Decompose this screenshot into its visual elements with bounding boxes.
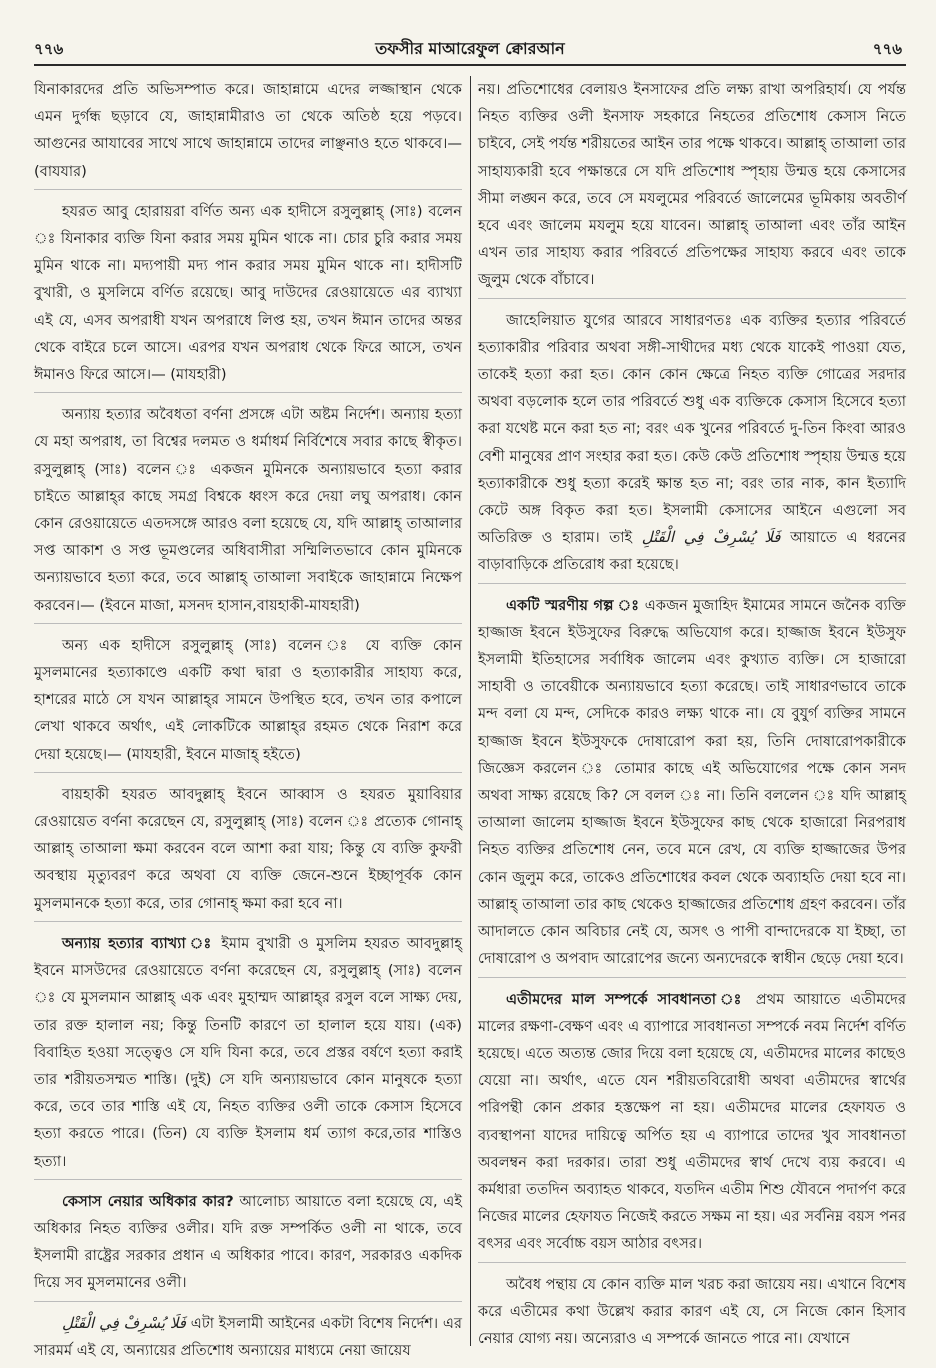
paragraph-text: অন্য এক হাদীসে রসুলুল্লাহ্ (সাঃ) বলেন ঃ যে ব্যক্তি কোন মুসলমানের হত্যাকাণ্ডে একটি কথা দ্বারা ও হত্যাকারীর সাহায্য করে, হাশরের মাঠে সে যখন আল্লাহ্‌র সামনে উপস্থিত হবে, তখন তার কপালে লেখা থাকবে অর্থাৎ, এই লোকটিকে আল্লাহ্‌র রহমত থেকে নিরাশ করে দেয়া হয়েছে।— (মাযহারী, ইবনে মাজাহ্ হইতে) xyxy=(34,636,462,763)
paragraph-text: অবৈধ পন্থায় যে কোন ব্যক্তি মাল খরচ করা জায়েয নয়। এখানে বিশেষ করে এতীমের কথা উল্লেখ করার কারণ এই যে, সে নিজে কোন হিসাব নেয়ার যোগ্য নয়। অন্যেরাও এ সম্পর্কে জানতে পারে না। যেখানে xyxy=(478,1275,906,1347)
paragraph xyxy=(34,1188,462,1302)
right-column xyxy=(478,76,906,1346)
paragraph-text: জাহেলিয়াত যুগের আরবে সাধারণতঃ এক ব্যক্তির হত্যার পরিবর্তে হত্যাকারীর পরিবার অথবা সঙ্গী-সাথীদের মধ্য থেকে যাকেই পাওয়া যেত, তাকেই হত্যা করা হত। কোন কোন ক্ষেত্রে নিহত ব্যক্তি গোত্রের সরদার অথবা বড়লোক হলে তার পরিবর্তে শুধু এক ব্যক্তিকে কেসাস হিসেবে হত্যা করা যথেষ্ট মনে করা হত না; বরং এক খুনের পরিবর্তে দু-তিন কিংবা আরও বেশী মানুষের প্রাণ সংহার করা হত। কেউ কেউ প্রতিশোধ স্পৃহায় উন্মত্ত হয়ে হত্যাকারীকে শুধু হত্যা করেই ক্ষান্ত হত না; বরং তার নাক, কান ইত্যাদি কেটে অঙ্গ বিকৃত করা হত। ইসলামী কেসাসের আইনে এগুলো সব অতিরিক্ত ও হারাম। তাই xyxy=(478,311,906,547)
paragraph-text: একজন মুজাহিদ ইমামের সামনে জনৈক ব্যক্তি হাজ্জাজ ইবনে ইউসুফের বিরুদ্ধে অভিযোগ করে। হাজ্জাজ ইবনে ইউসুফ ইসলামী ইতিহাসের সর্বাধিক জালেম এবং কুখ্যাত ব্যক্তি। সে হাজারো সাহাবী ও তাবেয়ীকে অন্যায়ভাবে হত্যা করেছে। তাই সাধারণভাবে তাকে মন্দ বলা যে মন্দ, সেদিকে কারও লক্ষ্য থাকে না। যে বুযুর্গ ব্যক্তির সামনে হাজ্জাজ ইবনে ইউসুফকে দোষারোপ করা হয়, তিনি দোষারোপকারীকে জিজ্ঞেস করলেন ঃ তোমার কাছে এই অভিযোগের পক্ষে কোন সনদ অথবা সাক্ষ্য রয়েছে কি? সে বলল ঃ না। তিনি বললেন ঃ যদি আল্লাহ্ তাআলা জালেম হাজ্জাজ ইবনে ইউসুফের কাছ থেকে হাজারো নিরপরাধ নিহত ব্যক্তির প্রতিশোধ নেন, তবে মনে রেখ, যে ব্যক্তি হাজ্জাজের উপর কোন জুলুম করে, তাকেও প্রতিশোধের কবল থেকে অব্যাহতি দেয়া হবে না। আল্লাহ্ তাআলা তার কাছ থেকেও হাজ্জাজের প্রতিশোধ গ্রহণ করবেন। তাঁর আদালতে কোন অবিচার নেই যে, অসৎ ও পাপী বান্দাদেরকে যা ইচ্ছা, তা দোষারোপ ও অপবাদ আরোপের জন্যে অন্যদেরকে স্বাধীন ছেড়ে দেয়া হবে। xyxy=(478,596,906,968)
paragraph xyxy=(34,930,462,1180)
text-columns xyxy=(34,76,907,1359)
paragraph xyxy=(34,632,462,773)
left-column xyxy=(34,76,463,1359)
section-heading: এতীমদের মাল সম্পর্কে সাবধানতা ঃ xyxy=(506,990,747,1008)
arabic-verse: فَلَا يُسْرِفْ فِي الْقَتْلِ xyxy=(62,1313,186,1332)
paragraph-text: নয়। প্রতিশোধের বেলায়ও ইনসাফের প্রতি লক্ষ্য রাখা অপরিহার্য। যে পর্যন্ত নিহত ব্যক্তির ওলী ইনসাফ সহকারে নিহতের প্রতিশোধ কেসাস নিতে চাইবে, সেই পর্যন্ত শরীয়তের আইন তার পক্ষে থাকবে। আল্লাহ্ তাআলা তার সাহায্যকারী হবে পক্ষান্তরে সে যদি প্রতিশোধ স্পৃহায় উন্মত্ত হয়ে কেসাসের সীমা লঙ্ঘন করে, তবে সে মযলুমের পরিবর্তে জালেমের ভূমিকায় অবতীর্ণ হবে এবং জালেম মযলুম হয়ে যাবেন। আল্লাহ্ তাআলা এবং তাঁর আইন এখন তার সাহায্য করার পরিবর্তে প্রতিপক্ষের সাহায্য করবে এবং তাকে জুলুম থেকে বাঁচাবে। xyxy=(478,81,906,289)
section-heading: একটি স্মরণীয় গল্প ঃ xyxy=(506,596,640,614)
paragraph-text: এটা ইসলামী আইনের একটা বিশেষ নির্দেশ। এর সারমর্ম এই যে, অন্যায়ের প্রতিশোধ অন্যায়ের মাধ্যমে নেয়া জায়েয xyxy=(34,1314,462,1359)
page-number-right: ৭৭৬ xyxy=(872,40,902,58)
arabic-verse: فَلَا يُسْرِفْ xyxy=(713,528,781,547)
section-heading: কেসাস নেয়ার অধিকার কার? xyxy=(62,1192,234,1210)
paragraph-text: আলোচ্য আয়াতে বলা হয়েছে যে, এই অধিকার নিহত ব্যক্তির ওলীর। যদি রক্ত সম্পর্কিত ওলী না থাকে, তবে ইসলামী রাষ্ট্রের সরকার প্রধান এ অধিকার পাবে। কারণ, সরকারও একদিক দিয়ে সব মুসলমানের ওলী। xyxy=(34,1192,463,1292)
paragraph-text: হযরত আবু হোরায়রা বর্ণিত অন্য এক হাদীসে রসুলুল্লাহ্ (সাঃ) বলেন ঃ যিনাকার ব্যক্তি যিনা করার সময় মুমিন থাকে না। চোর চুরি করার সময় মুমিন থাকে না। মদ্যপায়ী মদ্য পান করার সময় মুমিন থাকে না। হাদীসটি বুখারী, ও মুসলিমে বর্ণিত রয়েছে। আবু দাউদের রেওয়ায়েতে এর ব্যাখ্যা এই যে, এসব অপরাধী যখন অপরাধে লিপ্ত হয়, তখন ঈমান তাদের অন্তর থেকে বাইরে চলে আসে। এরপর যখন অপরাধ থেকে ফিরে আসে, তখন ঈমানও ফিরে আসে।— (মাযহারী) xyxy=(34,202,462,384)
paragraph xyxy=(34,781,462,922)
paragraph-text: অন্যায় হত্যার অবৈধতা বর্ণনা প্রসঙ্গে এটা অষ্টম নির্দেশ। অন্যায় হত্যা যে মহা অপরাধ, তা বিশ্বের দলমত ও ধর্মাধর্ম নির্বিশেষে সবার কাছে স্বীকৃত। রসুলুল্লাহ্ (সাঃ) বলেন ঃ একজন মুমিনকে অন্যায়ভাবে হত্যা করার চাইতে আল্লাহ্‌র কাছে সমগ্র বিশ্বকে ধ্বংস করে দেয়া লঘু অপরাধ। কোন কোন রেওয়ায়েতে এতদসঙ্গে আরও বলা হয়েছে যে, যদি আল্লাহ্ তাআলার সপ্ত আকাশ ও সপ্ত ভূমণ্ডলের অধিবাসীরা সম্মিলিতভাবে কোন মুমিনকে অন্যায়ভাবে হত্যা করে, তবে আল্লাহ্ তাআলা সবাইকে জাহান্নামে নিক্ষেপ করবেন।— (ইবনে মাজা, মসনদ হাসান,বায়হাকী-মাযহারী) xyxy=(34,406,462,614)
paragraph xyxy=(34,76,462,190)
paragraph xyxy=(34,401,462,624)
paragraph-text: প্রথম আয়াতে এতীমদের মালের রক্ষণা-বেক্ষণ এবং এ ব্যাপারে সাবধানতা সম্পর্কে নবম নির্দেশ বর্ণিত হয়েছে। এতে অত্যন্ত জোর দিয়ে বলা হয়েছে যে, এতীমদের মালের কাছেও যেয়ো না। অর্থাৎ, এতে যেন শরীয়তবিরোধী অথবা এতীমদের স্বার্থের পরিপন্থী কোন প্রকার হস্তক্ষেপ না হয়। এতীমদের মালের হেফাযত ও ব্যবস্থাপনা যাদের দায়িত্বে অর্পিত হয় এ ব্যাপারে তাদের খুব সাবধানতা অবলম্বন করা দরকার। তারা শুধু এতীমদের স্বার্থ দেখে ব্যয় করবে। এ কর্মধারা ততদিন অব্যাহত থাকবে, যতদিন এতীম শিশু যৌবনে পদার্পণ করে নিজের মালের হেফাযত নিজেই করতে সক্ষম না হয়। এর সর্বনিম্ন বয়স পনর বৎসর এবং সর্বোচ্চ বয়স আঠার বৎসর। xyxy=(478,990,906,1253)
paragraph-text: ইমাম বুখারী ও মুসলিম হযরত আবদুল্লাহ্ ইবনে মাসউদের রেওয়ায়েতে বর্ণনা করেছেন যে, রসুলুল্লাহ্ (সাঃ) বলেন ঃ যে মুসলমান আল্লাহ্ এক এবং মুহাম্মদ আল্লাহ্‌র রসুল বলে সাক্ষ্য দেয়, তার রক্ত হালাল নয়; কিন্তু তিনটি কারণে তা হালাল হয়ে যায়। (এক) বিবাহিত হওয়া সত্ত্বেও সে যদি যিনা করে, তবে প্রস্তর বর্ষণে হত্যা করাই তার শরীয়তসম্মত শাস্তি। (দুই) সে যদি অন্যায়ভাবে কোন মানুষকে হত্যা করে, তবে তার শাস্তি এই যে, নিহত ব্যক্তির ওলী তাকে কেসাস হিসেবে হত্যা করতে পারে। (তিন) যে ব্যক্তি ইসলাম ধর্ম ত্যাগ করে,তার শাস্তিও হত্যা। xyxy=(34,934,462,1170)
arabic-verse: فِي الْقَتْلِ xyxy=(641,528,704,547)
paragraph xyxy=(478,1271,906,1357)
paragraph xyxy=(478,307,906,584)
paragraph xyxy=(478,76,906,299)
paragraph xyxy=(34,198,462,393)
paragraph-text: যিনাকারদের প্রতি অভিসম্পাত করে। জাহান্নামে এদের লজ্জাস্থান থেকে এমন দুর্গন্ধ ছড়াবে যে, জাহান্নামীরাও তা থেকে অতিষ্ঠ হয়ে পড়বে। আগুনের আযাবের সাথে সাথে জাহান্নামে তাদের লাঞ্ছনাও হতে থাকবে।—(বাযযার) xyxy=(34,81,462,180)
page-header xyxy=(34,28,906,66)
paragraph-text: বায়হাকী হযরত আবদুল্লাহ্ ইবনে আব্বাস ও হযরত মুয়াবিয়ার রেওয়ায়েত বর্ণনা করেছেন যে, রসুলুল্লাহ্ (সাঃ) বলেন ঃ প্রত্যেক গোনাহ্ আল্লাহ্ তাআলা ক্ষমা করবেন বলে আশা করা যায়; কিন্তু যে ব্যক্তি কুফরী অবস্থায় মৃত্যুবরণ করে অথবা যে ব্যক্তি জেনে-শুনে ইচ্ছাপূর্বক কোন মুসলমানকে হত্যা করে, তার গোনাহ্ ক্ষমা করা হবে না। xyxy=(34,785,462,912)
paragraph xyxy=(478,986,906,1263)
paragraph xyxy=(34,1310,462,1368)
book-title: তফসীর মাআরেফুল ক্বোরআন xyxy=(375,39,565,58)
column-divider xyxy=(470,76,471,1346)
page-number-left: ৭৭৬ xyxy=(34,40,64,58)
section-heading: অন্যায় হত্যার ব্যাখ্যা ঃ xyxy=(62,934,214,952)
paragraph-text: আয়াতে এ ধরনের বাড়াবাড়িকে প্রতিরোধ করা হয়েছে। xyxy=(478,529,907,574)
paragraph xyxy=(478,592,906,978)
